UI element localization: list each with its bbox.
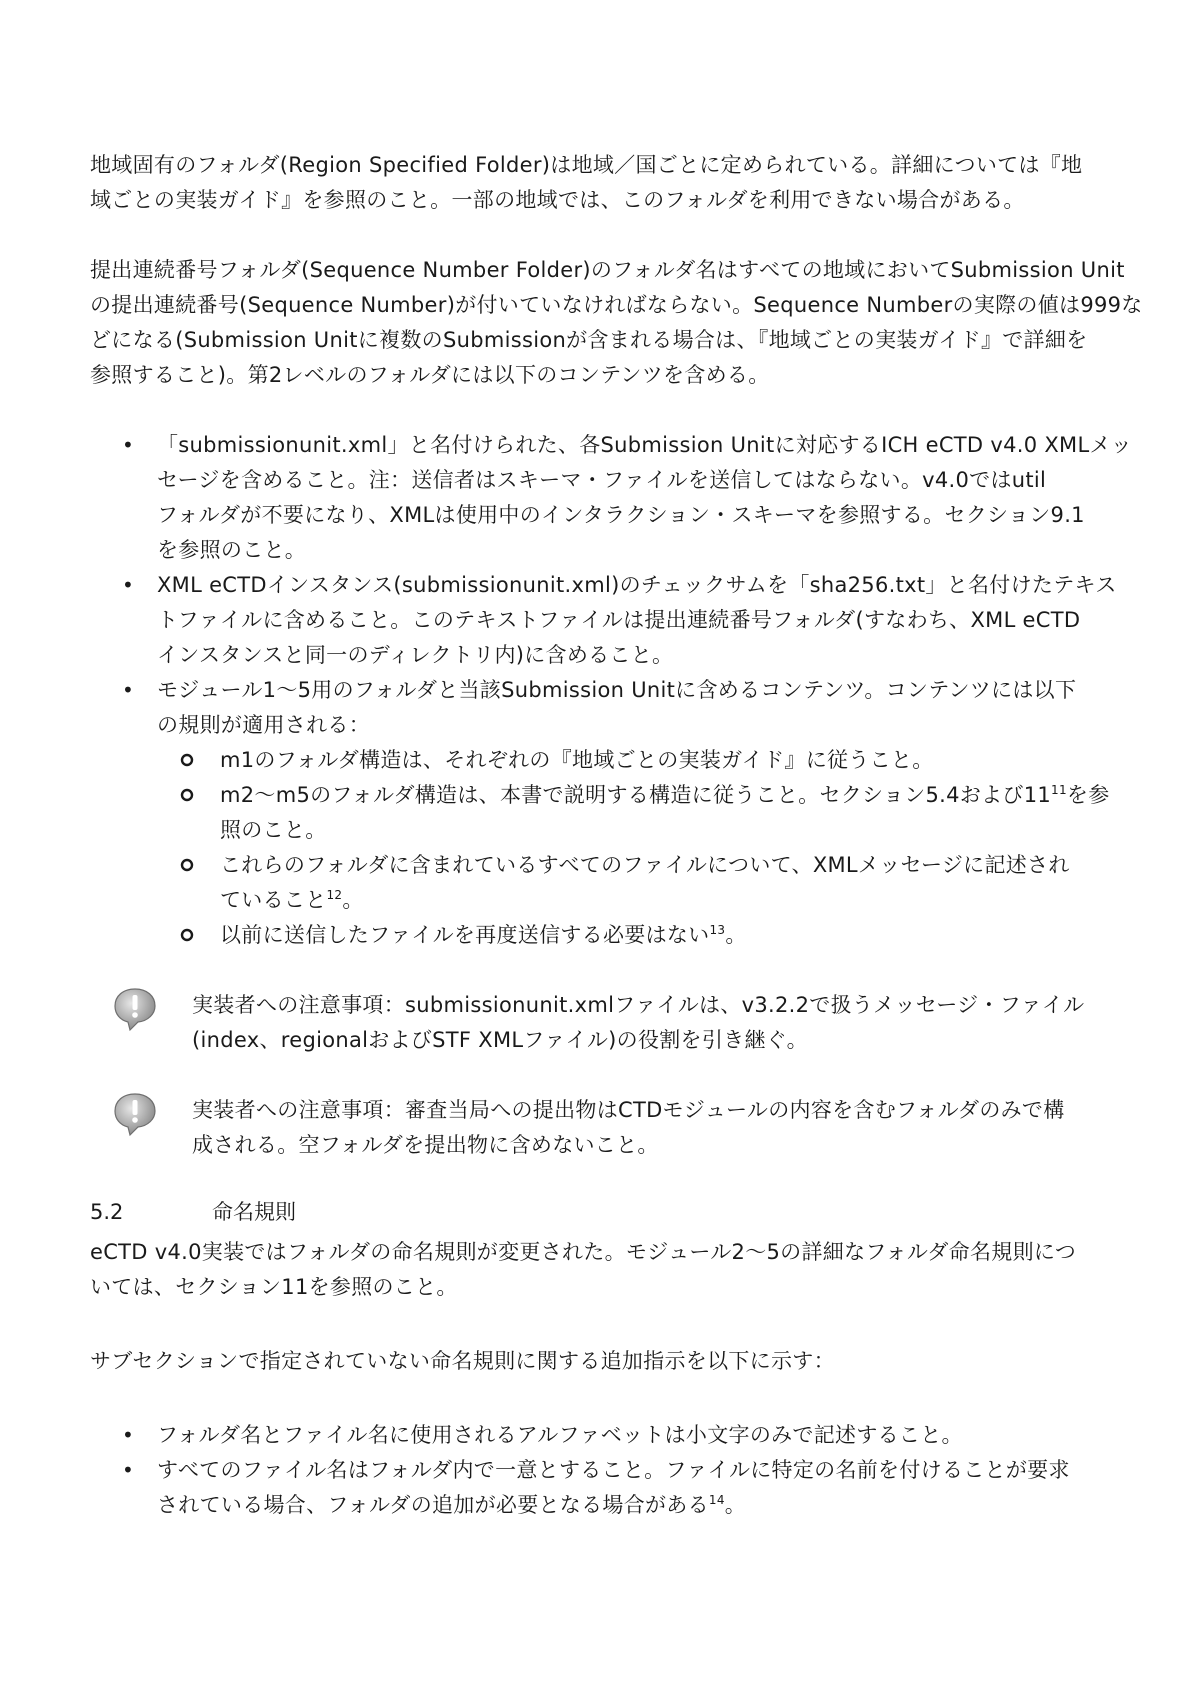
text-line: m1のフォルダ構造は、それぞれの『地域ごとの実装ガイド』に従うこと。 (220, 748, 934, 772)
text-line: インスタンスと同一のディレクトリ内)に含めること。 (157, 643, 674, 667)
alert-icon (112, 986, 158, 1032)
list-item (157, 1453, 1097, 1523)
text-line: 成される。空フォルダを提出物に含めないこと。 (192, 1133, 659, 1157)
list-item (220, 778, 1110, 848)
footnote-ref[interactable]: 11 (1051, 783, 1067, 797)
text-line: トファイルに含めること。このテキストファイルは提出連続番号フォルダ(すなわち、XML eCTD (157, 608, 1081, 632)
text-segment: m2～m5のフォルダ構造は、本書で説明する構造に従うこと。セクション5.4および11 (220, 783, 1052, 807)
text-line: 実装者への注意事項：submissionunit.xmlファイルは、v3.2.2で扱うメッセージ・ファイル (192, 993, 1085, 1017)
paragraph-naming-rules (90, 1235, 1096, 1305)
section-number: 5.2 (90, 1200, 124, 1224)
text-line: の提出連続番号(Sequence Number)が付いていなければならない。Sequence Numberの実際の値は999な (90, 293, 1143, 317)
text-segment: 。 (342, 888, 364, 912)
list-item (157, 428, 1133, 568)
text-line: モジュール1～5用のフォルダと当該Submission Unitに含めるコンテンツ。コンテンツには以下 (157, 678, 1077, 702)
text-line: 「submissionunit.xml」と名付けられた、各Submission Unitに対応するICH eCTD v4.0 XMLメッ (157, 433, 1133, 457)
list-item (157, 673, 1097, 743)
footnote-ref[interactable]: 12 (326, 888, 343, 902)
text-line: を参照のこと。 (157, 538, 307, 562)
text-line: (index、regionalおよびSTF XMLファイル)の役割を引き継ぐ。 (192, 1028, 808, 1052)
paragraph-region-folder (90, 148, 1096, 218)
text-line: eCTD v4.0実装ではフォルダの命名規則が変更された。モジュール2～5の詳細なフォルダ命名規則につ (90, 1240, 1077, 1264)
list-item (220, 743, 1100, 778)
bullet-marker: • (122, 573, 134, 597)
note-text (192, 988, 1092, 1058)
list-item (157, 568, 1117, 673)
footnote-ref[interactable]: 13 (709, 923, 726, 937)
list-item (220, 918, 1100, 953)
alert-icon (112, 1091, 158, 1137)
text-line: どになる(Submission Unitに複数のSubmissionが含まれる場合は、『地域ごとの実装ガイド』で詳細を (90, 328, 1088, 352)
text-line: セージを含めること。注：送信者はスキーマ・ファイルを送信してはならない。v4.0ではutil (157, 468, 1047, 492)
text-line: 実装者への注意事項：審査当局への提出物はCTDモジュールの内容を含むフォルダのみで構 (192, 1098, 1065, 1122)
text-segment: ていること (220, 888, 327, 912)
text-line: すべてのファイル名はフォルダ内で一意とすること。ファイルに特定の名前を付けることが要求 (157, 1458, 1070, 1482)
circle-bullet-icon (180, 858, 194, 872)
text-line: XML eCTDインスタンス(submissionunit.xml)のチェックサムを「sha256.txt」と名付けたテキス (157, 573, 1117, 597)
text-line: 域ごとの実装ガイド』を参照のこと。一部の地域では、このフォルダを利用できない場合がある。 (90, 188, 1025, 212)
text-line: サブセクションで指定されていない命名規則に関する追加指示を以下に示す： (90, 1349, 835, 1373)
text-segment: 。 (725, 923, 747, 947)
text-line (220, 883, 1100, 918)
paragraph-sequence-folder (90, 253, 1143, 393)
bullet-marker: • (122, 678, 134, 702)
text-line: 照のこと。 (220, 818, 327, 842)
text-line (220, 778, 1110, 813)
text-segment: されている場合、フォルダの追加が必要となる場合がある (157, 1493, 709, 1517)
circle-bullet-icon (180, 788, 194, 802)
text-line: これらのフォルダに含まれているすべてのファイルについて、XMLメッセージに記述され (220, 853, 1070, 877)
text-segment: を参 (1066, 783, 1110, 807)
text-line: フォルダ名とファイル名に使用されるアルファベットは小文字のみで記述すること。 (157, 1423, 963, 1447)
text-line: の規則が適用される： (157, 713, 370, 737)
text-line: 地域固有のフォルダ(Region Specified Folder)は地域／国ごとに定められている。詳細については『地 (90, 153, 1083, 177)
note-text (192, 1093, 1092, 1163)
text-segment: 。 (724, 1493, 747, 1517)
paragraph-additional-instructions (90, 1344, 1096, 1379)
text-line (157, 1488, 1097, 1523)
bullet-marker: • (122, 1423, 134, 1447)
list-item (157, 1418, 1097, 1453)
text-line: 参照すること)。第2レベルのフォルダには以下のコンテンツを含める。 (90, 363, 770, 387)
section-title: 命名規則 (212, 1200, 296, 1224)
circle-bullet-icon (180, 753, 194, 767)
footnote-ref[interactable]: 14 (708, 1493, 725, 1507)
text-segment: 以前に送信したファイルを再度送信する必要はない (220, 923, 710, 947)
bullet-marker: • (122, 433, 134, 457)
bullet-marker: • (122, 1458, 134, 1482)
text-line: いては、セクション11を参照のこと。 (90, 1275, 458, 1299)
text-line (220, 918, 1100, 953)
text-line: 提出連続番号フォルダ(Sequence Number Folder)のフォルダ名はすべての地域においてSubmission Unit (90, 258, 1125, 282)
text-line: フォルダが不要になり、XMLは使用中のインタラクション・スキーマを参照する。セクション9.1 (157, 503, 1085, 527)
circle-bullet-icon (180, 928, 194, 942)
list-item (220, 848, 1100, 918)
